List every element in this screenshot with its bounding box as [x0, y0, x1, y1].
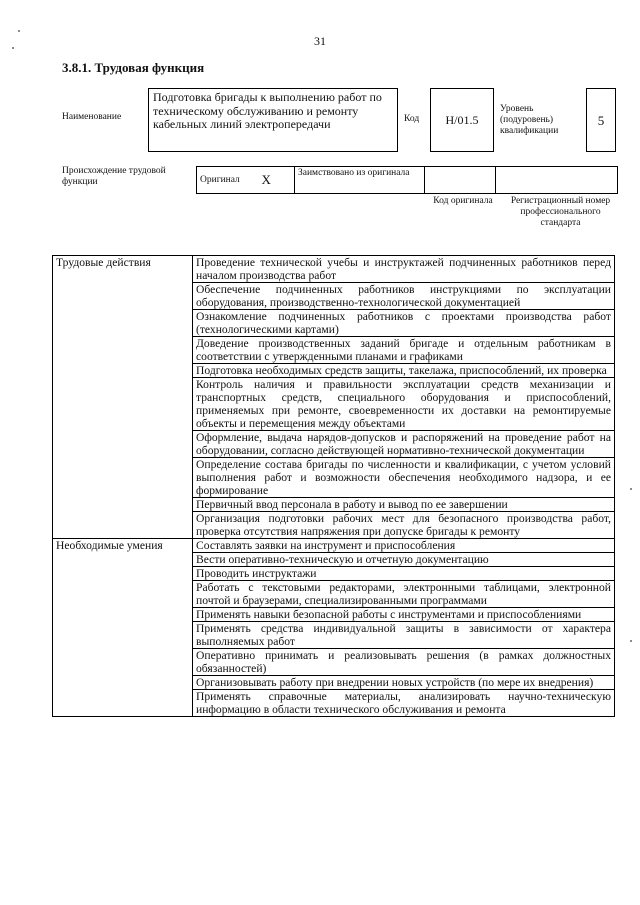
original-label: Оригинал — [197, 167, 259, 194]
reg-number-caption: Регистрационный номер профессионального стандарта — [510, 196, 611, 228]
name-label: Наименование — [62, 112, 122, 122]
labor-action-text: Ознакомление подчиненных работников с проектами производства работ (технологическими картами) — [193, 310, 615, 337]
origin-label: Происхождение трудовой функции — [62, 166, 166, 187]
labor-action-text: Доведение производственных заданий бригаде и отдельным работникам в соответствии с утвержденными планами и графиками — [193, 337, 615, 364]
labor-action-text: Контроль наличия и правильности эксплуатации средств механизации и транспортных средств, специального оборудования и приспособлений, применяемых при ремонте, своевременности их доставки на ремонтируемые объекты и перемещения между объектами — [193, 378, 615, 431]
scan-mark — [630, 488, 632, 490]
labor-action-text: Организация подготовки рабочих мест для безопасного производства работ, проверка отсутствия напряжения при допуске бригады к ремонту — [193, 512, 615, 539]
qualification-level-label: Уровень (подуровень) квалификации — [500, 104, 559, 136]
origin-code-cell — [425, 167, 496, 194]
scan-mark — [12, 47, 14, 49]
skill-text: Организовывать работу при внедрении новых устройств (по мере их внедрения) — [193, 676, 615, 690]
skill-text: Применять средства индивидуальной защиты в зависимости от характера выполняемых работ — [193, 622, 615, 649]
requirements-table — [52, 255, 615, 717]
section-title: 3.8.1. Трудовая функция — [62, 60, 205, 75]
skill-group-label: Необходимые умения — [53, 539, 193, 717]
code-caption: Код оригинала — [433, 196, 493, 206]
page-number: 31 — [314, 34, 326, 48]
labor-action-text: Подготовка необходимых средств защиты, такелажа, приспособлений, их проверка — [193, 364, 615, 378]
scan-mark — [630, 640, 632, 642]
labor-action-text: Обеспечение подчиненных работников инструкциями по эксплуатации оборудования, производственно-технологической документацией — [193, 283, 615, 310]
scan-mark — [18, 30, 20, 32]
origin-reg-cell — [496, 167, 618, 194]
labor-action-text: Определение состава бригады по численности и квалификации, с учетом условий выполнения работ и возможности обеспечения необходимого надзора, и ее формирование — [193, 458, 615, 498]
labor-action-text: Первичный ввод персонала в работу и вывод по ее завершении — [193, 498, 615, 512]
skill-text: Вести оперативно-техническую и отчетную документацию — [193, 553, 615, 567]
borrowed-label: Заимствовано из оригинала — [295, 167, 425, 194]
skill-row — [53, 539, 615, 553]
skill-text: Оперативно принимать и реализовывать решения (в рамках должностных обязанностей) — [193, 649, 615, 676]
skill-text: Работать с текстовыми редакторами, электронными таблицами, электронной почтой и браузерами, специализированными программами — [193, 581, 615, 608]
origin-table — [196, 166, 618, 194]
skill-text: Составлять заявки на инструмент и приспособления — [193, 539, 615, 553]
skill-text: Применять справочные материалы, анализировать научно-техническую информацию в области технического обслуживания и ремонта — [193, 690, 615, 717]
qualification-level-value: 5 — [586, 88, 616, 152]
function-code-value: H/01.5 — [430, 88, 494, 152]
original-mark: X — [259, 167, 295, 194]
labor-action-text: Оформление, выдача нарядов-допусков и распоряжений на проведение работ на оборудовании, согласно действующей нормативно-технической документации — [193, 431, 615, 458]
function-name-value: Подготовка бригады к выполнению работ по техническому обслуживанию и ремонту кабельных линий электропередачи — [148, 88, 398, 152]
labor-action-row — [53, 256, 615, 283]
skill-text: Проводить инструктажи — [193, 567, 615, 581]
labor-action-group-label: Трудовые действия — [53, 256, 193, 539]
labor-action-text: Проведение технической учебы и инструктажей подчиненных работников перед началом производства работ — [193, 256, 615, 283]
skill-text: Применять навыки безопасной работы с инструментами и приспособлениями — [193, 608, 615, 622]
code-label: Код — [404, 114, 420, 124]
